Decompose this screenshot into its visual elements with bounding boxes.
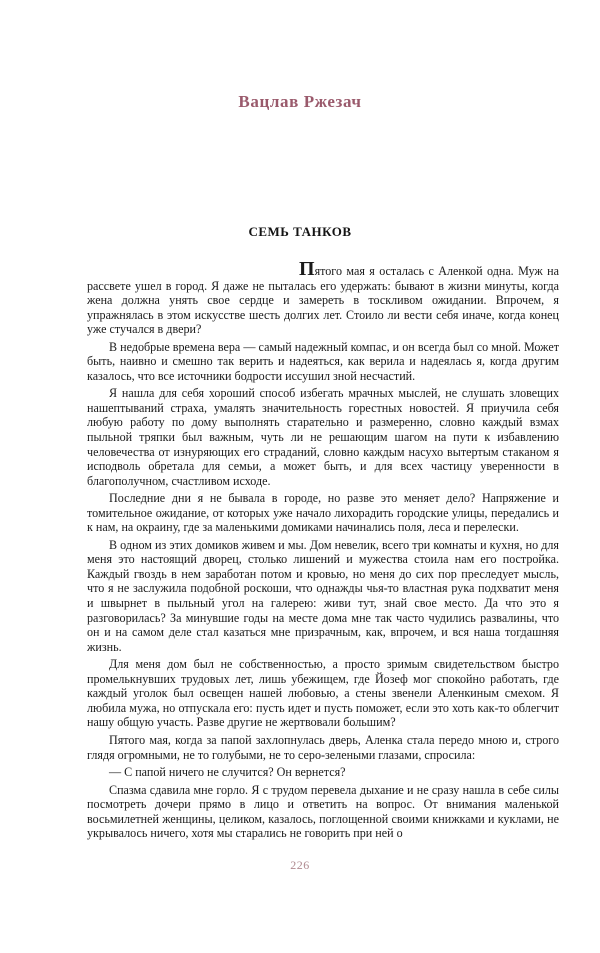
- dialogue-line: — С папой ничего не случится? Он вернется?: [109, 765, 346, 780]
- paragraph: Для меня дом был не собственностью, а просто зримым свидетельством быстро промелькнувших трудовых лет, лишь убежищем, где Йозеф мог спокойно работать, где каждый уголок был освещен нашей любовью, а стены звенели Аленкиным смехом. Я любила мужа, но отпускала его: пусть идет и пусть поможет, если это хоть как-то облегчит нашу общую участь. Разве другие не жертвовали большим?: [87, 657, 559, 730]
- story-body: [87, 258, 559, 844]
- paragraph: Спазма сдавила мне горло. Я с трудом перевела дыхание и не сразу нашла в себе силы посмотреть дочери прямо в лицо и ответить на вопрос. От внимания маленькой восьмилетней женщины, целиком, казалось, поглощенной своими книжками и куклами, не укрывалось ничего, хотя мы старались не говорить при ней о: [87, 782, 559, 841]
- drop-cap: П: [299, 258, 315, 280]
- paragraph-first-text: ятого мая я осталась с Аленкой одна. Муж на рассвете ушел в город. Я даже не пыталась его удержать: бывают в жизни минуты, когда жена должна унять свое сердце и замереть в тоскливом ожидании. Впрочем, я упражнялась в этом искусстве шесть долгих лет. Стоило ли вести себя иначе, когда конец уже стучался в двери?: [87, 264, 559, 337]
- story-title: СЕМЬ ТАНКОВ: [248, 224, 352, 239]
- paragraph-first: [87, 258, 559, 337]
- page-number: 226: [290, 858, 310, 872]
- author-name: Вацлав Ржезач: [238, 92, 362, 111]
- paragraph: Я нашла для себя хороший способ избегать мрачных мыслей, не слушать зловещих нашептываний страха, умалять значительность горестных новостей. Я приучила себя любую работу по дому выполнять старательно и размеренно, словно каждый взмах пыльной тряпки был важным, чуть ли не решающим шагом на пути к избавлению человечества от изнуряющих его страданий, словно каждым насухо вытертым стаканом я исподволь обретала для семьи, а может быть, и для всех частицу уверенности в благополучном, счастливом исходе.: [87, 386, 559, 488]
- paragraph: Последние дни я не бывала в городе, но разве это меняет дело? Напряжение и томительное ожидание, от которых уже начало лихорадить городские улицы, передались и к нам, на окраину, где за маленькими домиками начинались поля, леса и перелески.: [87, 491, 559, 535]
- paragraph: В недобрые времена вера — самый надежный компас, и он всегда был со мной. Может быть, наивно и смешно так верить и надеяться, как верила и надеялась я, когда другим казалось, что все источники бодрости иссушил зной несчастий.: [87, 339, 559, 383]
- paragraph: Пятого мая, когда за папой захлопнулась дверь, Аленка стала передо мною и, строго глядя огромными, не то голубыми, не то серо-зелеными глазами, спросила:: [87, 732, 559, 762]
- paragraph: В одном из этих домиков живем и мы. Дом невелик, всего три комнаты и кухня, но для меня это настоящий дворец, столько лишений и мужества стоила нам его постройка. Каждый гвоздь в нем заработан потом и кровью, но меня до сих пор преследует мысль, что я не заслужила подобной роскоши, что однажды чья-то властная рука подхватит меня и швырнет в пыльный угол на галерею: живи тут, знай свое место. Да что это я разговорилась? За минувшие годы на месте дома мне так часто чудились развалины, что он и на самом деле стал казаться мне призрачным, как, впрочем, и вся наша тогдашняя жизнь.: [87, 537, 559, 654]
